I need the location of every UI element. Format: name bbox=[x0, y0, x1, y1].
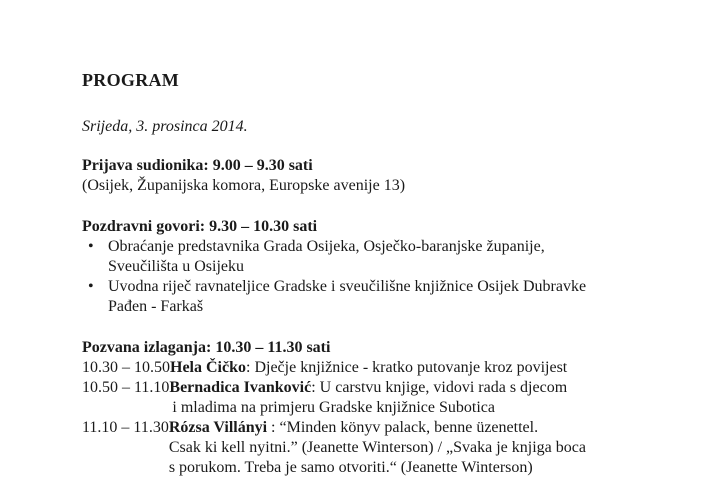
talk-speaker: Bernadica Ivanković bbox=[169, 379, 312, 396]
event-date: Srijeda, 3. prosinca 2014. bbox=[82, 118, 248, 135]
talk-speaker: Rózsa Villányi bbox=[168, 419, 268, 436]
talk-speaker: Hela Čičko bbox=[170, 359, 246, 376]
welcome-heading: Pozdravni govori: 9.30 – 10.30 sati bbox=[82, 218, 318, 235]
page-title: PROGRAM bbox=[82, 70, 180, 90]
registration-section bbox=[82, 156, 627, 196]
talk-separator: : bbox=[311, 379, 320, 396]
talk-title: Dječje knjižnice - kratko putovanje kroz povijest bbox=[254, 359, 568, 376]
talk-item bbox=[82, 358, 627, 378]
talk-title: U carstvu knjige, vidovi rada s djecom bbox=[319, 379, 568, 396]
talk-title-continued: Csak ki kell nyitni.” (Jeanette Winterson) / „Svaka je knjiga boca bbox=[168, 439, 586, 456]
list-item bbox=[82, 277, 627, 317]
welcome-list bbox=[82, 237, 627, 317]
talk-time: 11.10 – 11.30 bbox=[82, 419, 169, 436]
list-item-text: Obraćanje predstavnika Grada Osijeka, Osječko-baranjske županije, bbox=[108, 238, 545, 255]
talk-time: 10.30 – 10.50 bbox=[82, 359, 170, 376]
list-item bbox=[82, 237, 627, 277]
talk-title-continued: s porukom. Treba je samo otvoriti.“ (Jeanette Winterson) bbox=[168, 459, 533, 476]
talk-item bbox=[82, 378, 627, 418]
talks-heading: Pozvana izlaganja: 10.30 – 11.30 sati bbox=[82, 339, 331, 356]
registration-location: (Osijek, Županijska komora, Europske avenije 13) bbox=[82, 177, 406, 194]
talks-section bbox=[82, 338, 627, 478]
talk-title-continued: i mladima na primjeru Gradske knjižnice Subotica bbox=[172, 399, 495, 416]
list-item-text: Sveučilišta u Osijeku bbox=[108, 258, 244, 275]
talk-title: “Minden könyv palack, benne üzenettel. bbox=[279, 419, 539, 436]
talk-time: 10.50 – 11.10 bbox=[82, 379, 170, 396]
list-item-text: Uvodna riječ ravnateljice Gradske i sveučilišne knjižnice Osijek Dubravke bbox=[108, 278, 587, 295]
talk-item bbox=[82, 418, 627, 478]
registration-heading: Prijava sudionika: 9.00 – 9.30 sati bbox=[82, 157, 313, 174]
talk-separator: : bbox=[267, 419, 280, 436]
welcome-section bbox=[82, 217, 627, 317]
list-item-text: Pađen - Farkaš bbox=[108, 298, 204, 315]
talk-separator: : bbox=[246, 359, 255, 376]
